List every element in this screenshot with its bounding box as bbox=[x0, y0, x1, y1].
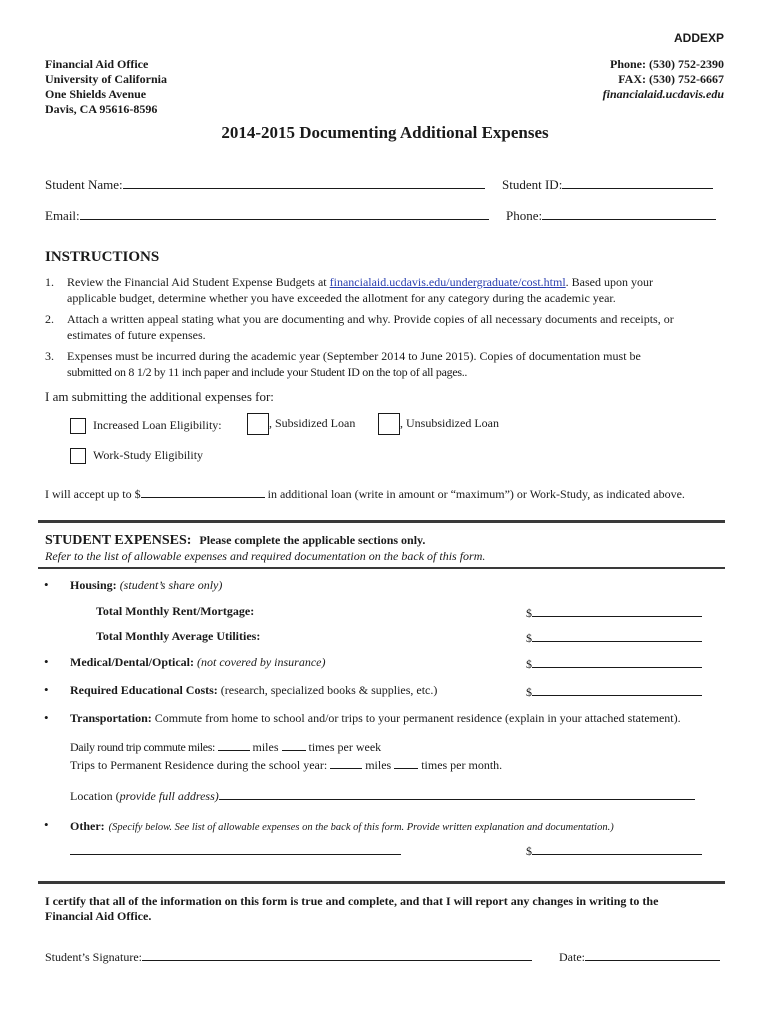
office-contact bbox=[603, 57, 724, 102]
bullet: • bbox=[44, 817, 49, 832]
section-divider-top bbox=[38, 520, 725, 523]
instruction-1-number: 1. bbox=[45, 275, 54, 289]
medical-amount-row bbox=[526, 655, 702, 672]
date-label: Date: bbox=[559, 950, 585, 964]
other-amount-row bbox=[526, 842, 702, 859]
increased-loan-label: Increased Loan Eligibility: bbox=[93, 418, 222, 432]
page-title: 2014-2015 Documenting Additional Expenses bbox=[221, 123, 549, 142]
bullet: • bbox=[44, 682, 49, 697]
work-study-label: Work-Study Eligibility bbox=[93, 448, 204, 462]
budget-link[interactable]: financialaid.ucdavis.edu/undergraduate/cost.html bbox=[329, 275, 566, 289]
rent-amount-row bbox=[526, 604, 702, 621]
signature-field[interactable] bbox=[142, 948, 532, 961]
trips-miles-label: miles bbox=[362, 758, 395, 772]
daily-times-field[interactable] bbox=[282, 738, 306, 751]
daily-times-label: times per week bbox=[305, 740, 382, 754]
medical-amount-field[interactable] bbox=[532, 655, 702, 668]
increased-loan-checkbox[interactable] bbox=[70, 418, 86, 434]
dollar-sign: $ bbox=[526, 631, 532, 645]
instruction-3-text-b: submitted on 8 1/2 by 11 inch paper and include your Student ID on the top of all pages.. bbox=[67, 365, 468, 379]
phone-field[interactable] bbox=[542, 207, 716, 220]
submitting-label: I am submitting the additional expenses for: bbox=[45, 389, 274, 404]
daily-miles-field[interactable] bbox=[218, 738, 250, 751]
bullet: • bbox=[44, 654, 49, 669]
email-label: Email: bbox=[45, 208, 80, 223]
student-id-row bbox=[502, 176, 713, 193]
contact-phone: Phone: (530) 752-2390 bbox=[610, 57, 724, 71]
email-row bbox=[45, 207, 489, 224]
contact-fax: FAX: (530) 752-6667 bbox=[618, 72, 724, 86]
subsidized-loan-checkbox[interactable] bbox=[247, 413, 269, 435]
instruction-3-text-a: Expenses must be incurred during the academic year (September 2014 to June 2015). Copies of documentation must be bbox=[67, 349, 641, 363]
expenses-heading: STUDENT EXPENSES: bbox=[45, 533, 192, 548]
student-name-label: Student Name: bbox=[45, 177, 123, 192]
location-label-a: Location ( bbox=[70, 789, 120, 803]
email-field[interactable] bbox=[80, 207, 489, 220]
daily-commute-row bbox=[70, 738, 381, 755]
dollar-sign: $ bbox=[526, 606, 532, 620]
office-line-1: Financial Aid Office bbox=[45, 57, 149, 71]
utilities-label: Total Monthly Average Utilities: bbox=[96, 629, 261, 643]
accept-amount-field[interactable] bbox=[141, 485, 265, 498]
rent-label: Total Monthly Rent/Mortgage: bbox=[96, 604, 255, 618]
location-label-b: provide full address) bbox=[119, 789, 219, 803]
instruction-3-number: 3. bbox=[45, 349, 54, 363]
option-unsubsidized-loan bbox=[378, 413, 499, 435]
option-work-study bbox=[70, 448, 203, 464]
other-row bbox=[70, 817, 614, 835]
phone-row bbox=[506, 207, 716, 224]
medical-note: (not covered by insurance) bbox=[193, 655, 326, 669]
instruction-2-number: 2. bbox=[45, 312, 54, 326]
housing-label: Housing: bbox=[70, 578, 117, 592]
trips-row bbox=[70, 756, 502, 773]
utilities-amount-row bbox=[526, 629, 702, 646]
signature-row bbox=[45, 948, 532, 965]
trips-miles-field[interactable] bbox=[330, 756, 362, 769]
educational-row bbox=[70, 683, 437, 698]
educational-label: Required Educational Costs: bbox=[70, 683, 218, 697]
daily-miles-label: miles bbox=[249, 740, 282, 754]
educational-note: (research, specialized books & supplies, etc.) bbox=[217, 683, 438, 697]
other-note: (Specify below. See list of allowable expenses on the back of this form. Provide written explanation and documentation.) bbox=[108, 822, 614, 833]
accept-label-b: in additional loan (write in amount or “maximum”) or Work-Study, as indicated above. bbox=[264, 487, 685, 501]
option-increased-loan bbox=[70, 418, 222, 434]
instruction-3 bbox=[45, 348, 641, 380]
transportation-note: Commute from home to school and/or trips to your permanent residence (explain in your attached statement). bbox=[151, 711, 681, 725]
student-id-field[interactable] bbox=[562, 176, 713, 189]
other-label: Other: bbox=[70, 819, 105, 833]
dollar-sign: $ bbox=[526, 685, 532, 699]
phone-label: Phone: bbox=[506, 208, 543, 223]
section-divider-bottom bbox=[38, 881, 725, 884]
transportation-label: Transportation: bbox=[70, 711, 152, 725]
instruction-1-text-c: applicable budget, determine whether you have exceeded the allotment for any category during the academic year. bbox=[67, 291, 616, 305]
signature-label: Student’s Signature: bbox=[45, 950, 142, 964]
certification-line-1: I certify that all of the information on this form is true and complete, and that I will report any changes in writing to the bbox=[45, 894, 659, 908]
housing-row bbox=[70, 578, 222, 593]
daily-commute-label: Daily round trip commute miles: bbox=[70, 740, 218, 754]
utilities-amount-field[interactable] bbox=[532, 629, 702, 642]
transportation-row bbox=[70, 711, 681, 726]
work-study-checkbox[interactable] bbox=[70, 448, 86, 464]
unsubsidized-loan-label: , Unsubsidized Loan bbox=[400, 415, 499, 430]
accept-amount-row bbox=[45, 485, 685, 502]
housing-note: (student’s share only) bbox=[116, 578, 223, 592]
date-row bbox=[559, 948, 720, 965]
student-id-label: Student ID: bbox=[502, 177, 563, 192]
location-field[interactable] bbox=[219, 787, 695, 800]
bullet: • bbox=[44, 710, 49, 725]
certification-line-2: Financial Aid Office. bbox=[45, 909, 152, 923]
office-line-3: One Shields Avenue bbox=[45, 87, 147, 101]
dollar-sign: $ bbox=[526, 657, 532, 671]
unsubsidized-loan-checkbox[interactable] bbox=[378, 413, 400, 435]
instructions-heading: INSTRUCTIONS bbox=[45, 249, 160, 265]
instruction-1-text-b: . Based upon your bbox=[565, 275, 653, 289]
instruction-2 bbox=[45, 311, 674, 343]
bullet: • bbox=[44, 577, 49, 592]
option-subsidized-loan bbox=[247, 413, 355, 435]
date-field[interactable] bbox=[585, 948, 720, 961]
other-amount-field[interactable] bbox=[532, 842, 702, 855]
trips-label: Trips to Permanent Residence during the school year: bbox=[70, 758, 331, 772]
office-line-4: Davis, CA 95616-8596 bbox=[45, 102, 158, 116]
medical-row bbox=[70, 655, 326, 670]
educational-amount-row bbox=[526, 683, 702, 700]
accept-label-a: I will accept up to $ bbox=[45, 487, 141, 501]
dollar-sign: $ bbox=[526, 844, 532, 858]
student-name-field[interactable] bbox=[123, 176, 485, 189]
expenses-subnote: Refer to the list of allowable expenses and required documentation on the back of this form. bbox=[45, 549, 486, 563]
other-description-field[interactable] bbox=[70, 842, 401, 855]
office-line-2: University of California bbox=[45, 72, 167, 86]
rent-amount-field[interactable] bbox=[532, 604, 702, 617]
expenses-heading-note: Please complete the applicable sections only. bbox=[199, 533, 426, 547]
contact-web: financialaid.ucdavis.edu bbox=[602, 87, 724, 101]
trips-times-label: times per month. bbox=[418, 758, 503, 772]
trips-times-field[interactable] bbox=[394, 756, 418, 769]
certification-text bbox=[45, 894, 658, 924]
instruction-1-text-a: Review the Financial Aid Student Expense Budgets at bbox=[67, 275, 330, 289]
other-description-row bbox=[70, 842, 401, 859]
form-code: ADDEXP bbox=[673, 31, 724, 45]
instruction-2-text-a: Attach a written appeal stating what you are documenting and why. Provide copies of all necessary documents and receipts, or bbox=[67, 312, 674, 326]
educational-amount-field[interactable] bbox=[532, 683, 702, 696]
instruction-2-text-b: estimates of future expenses. bbox=[67, 328, 206, 342]
instruction-1 bbox=[45, 274, 653, 306]
office-address bbox=[45, 57, 167, 117]
subsidized-loan-label: , Subsidized Loan bbox=[269, 415, 356, 430]
student-name-row bbox=[45, 176, 485, 193]
medical-label: Medical/Dental/Optical: bbox=[70, 655, 194, 669]
section-divider-sub bbox=[38, 567, 725, 569]
expenses-heading-row bbox=[45, 531, 425, 549]
location-row bbox=[70, 787, 695, 804]
